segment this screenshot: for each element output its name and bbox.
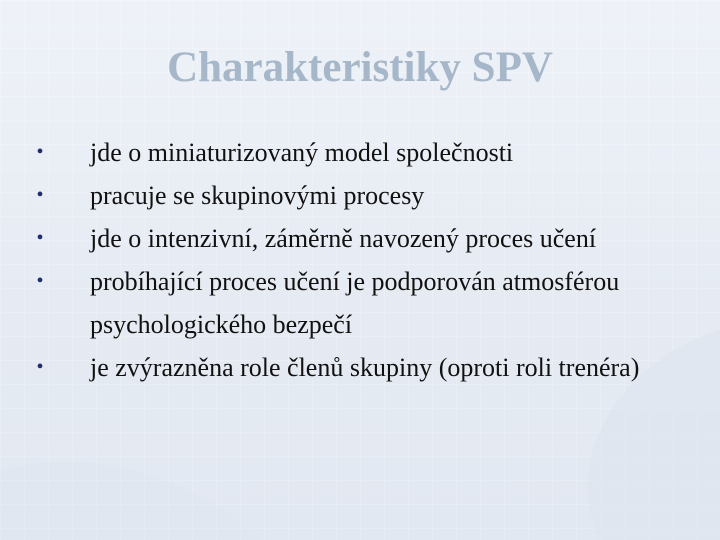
bullet-text: jde o intenzivní, záměrně navozený proces učení [90,224,597,253]
bullet-dot-icon: • [36,356,44,378]
bullet-item [0,260,720,346]
bullet-text: je zvýrazněna role členů skupiny (oproti roli trenéra) [90,353,640,382]
bullet-item [0,131,720,174]
bullet-text: pracuje se skupinovými procesy [90,181,425,210]
bullet-dot-icon: • [36,141,44,163]
slide-title: Charakteristiky SPV [167,44,553,91]
bullet-dot-icon: • [36,270,44,292]
bullet-list [0,131,720,389]
bullet-dot-icon: • [36,184,44,206]
bullet-item [0,174,720,217]
bullet-dot-icon: • [36,227,44,249]
bullet-text: jde o miniaturizovaný model společnosti [90,138,514,167]
bullet-text: probíhající proces učení je podporován atmosférou psychologického bezpečí [90,267,620,339]
bullet-item [0,217,720,260]
bullet-item [0,346,720,389]
